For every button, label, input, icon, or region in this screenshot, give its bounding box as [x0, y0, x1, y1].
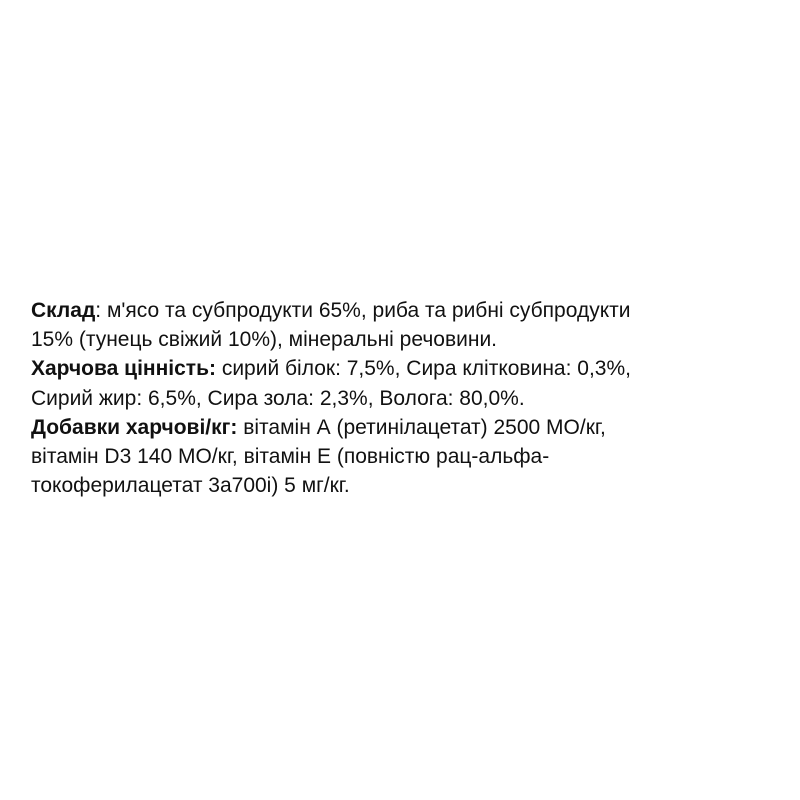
composition-line-2: 15% (тунець свіжий 10%), мінеральні речовини. [31, 328, 498, 352]
product-label-text [31, 296, 791, 500]
composition-line-1 [31, 296, 791, 325]
nutrition-line-2: Сирий жир: 6,5%, Сира зола: 2,3%, Волога: 80,0%. [31, 386, 525, 410]
nutrition-heading: Харчова цінність: [31, 357, 216, 381]
nutrition-line-1 [31, 354, 791, 383]
additives-line-1 [31, 413, 791, 442]
composition-heading: Склад [31, 299, 96, 322]
additives-line-2: вітамін D3 140 МО/кг, вітамін Е (повністю рац-альфа- [31, 445, 550, 469]
additives-heading: Добавки харчові/кг: [31, 415, 238, 439]
composition-text: : м'ясо та субпродукти 65%, риба та рибні субпродукти [95, 299, 631, 322]
nutrition-text: сирий білок: 7,5%, Сира клітковина: 0,3%, [215, 357, 631, 381]
additives-text: вітамін А (ретинілацетат) 2500 МО/кг, [237, 415, 606, 439]
additives-line-3: токоферилацетат 3а700і) 5 мг/кг. [31, 474, 350, 498]
